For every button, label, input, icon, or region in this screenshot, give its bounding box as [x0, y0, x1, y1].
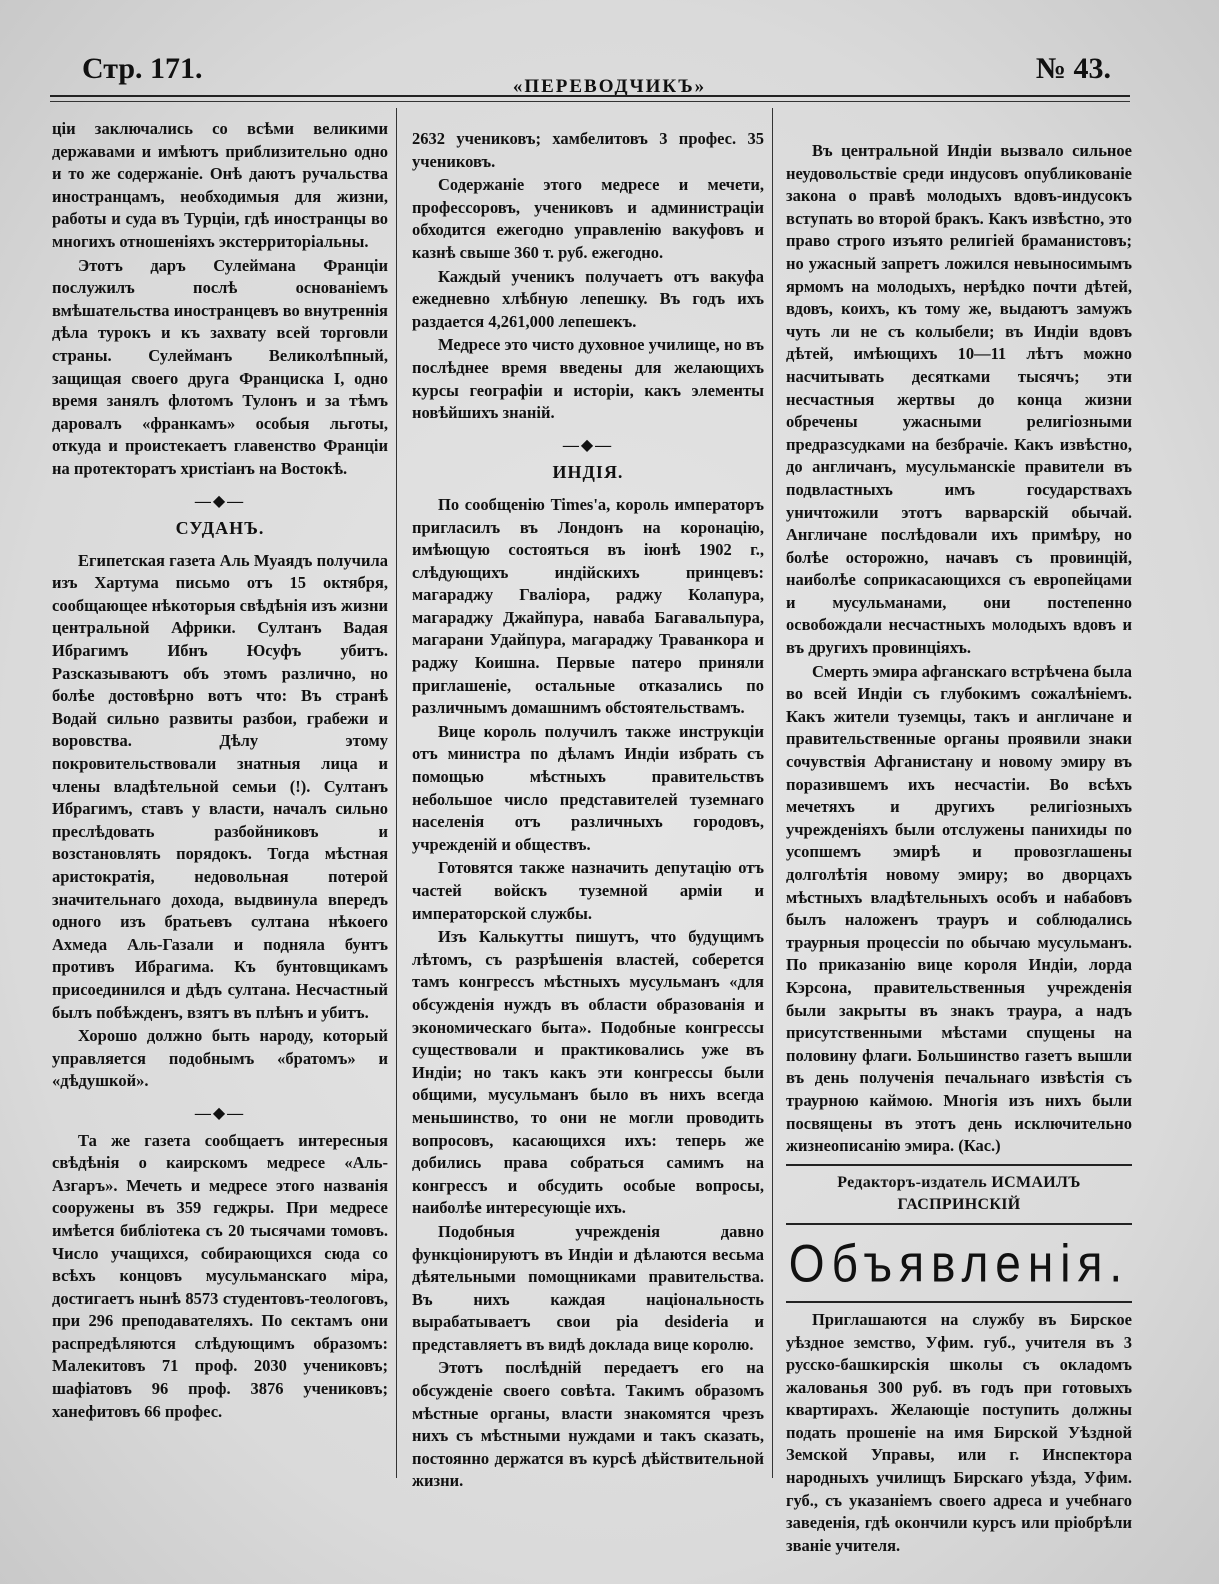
paragraph: 2632 учениковъ; хамбелитовъ 3 профес. 35 учениковъ.: [412, 129, 764, 171]
paragraph: Въ центральной Индіи вызвало сильное неудовольствіе среди индусовъ опубликованіе закона о правѣ молодыхъ вдовъ-индусокъ вступать во второй бракъ. Какъ извѣстно, это право строго изъято религіей браманистовъ; но ужасный запретъ ложился невыносимымъ ярмомъ на молодыхъ, нерѣдко почти дѣтей, вдовъ, коихъ, къ тому же, выдаютъ замужъ чуть ли не съ колыбели; въ Индіи вдовъ дѣтей, имѣющихъ 10—11 лѣтъ можно насчитывать десятками тысячъ; эти несчастныя жертвы до конца жизни обречены ужасными религіозными предразсудками на безбрачіе. Какъ извѣстно, до англичанъ, мусульманскіе правители въ подвластныхъ имъ государствахъ уничтожили этотъ варварскій обычай. Англичане послѣдовали ихъ примѣру, но болѣе осторожно, начавъ съ провинцій, наиболѣе соприкасающихся съ европейцами и мусульманами, они постепенно освобождали несчастныхъ молодыхъ вдовъ и въ другихъ провинціяхъ.: [786, 141, 1132, 658]
section-heading-india: ИНДІЯ.: [552, 462, 624, 483]
column-2: [412, 128, 764, 1493]
rule: [786, 1164, 1132, 1166]
rule: [786, 1223, 1132, 1225]
page-number: Стр. 171.: [82, 52, 203, 85]
paragraph: Содержаніе этого медресе и мечети, профессоровъ, учениковъ и администраціи обходится ежегодно управленію вакуфовъ и казнѣ свыше 360 т. руб. ежегодно.: [412, 175, 764, 262]
paragraph: Смерть эмира афганскаго встрѣчена была во всей Индіи съ глубокимъ сожалѣніемъ. Какъ жители туземцы, такъ и англичане и правительственные органы проявили знаки сочувствія Афганистану и новому эмиру въ поразившемъ ихъ несчастіи. Во всѣхъ мечетяхъ и другихъ религіозныхъ учрежденіяхъ были отслужены панихиды по усопшемъ эмирѣ и провозглашены долголѣтія новому эмиру; во дворцахъ мѣстныхъ владѣтельныхъ особъ и набабовъ былъ наложенъ трауръ и соблюдались траурныя процессіи по обычаю мусульманъ. По приказанію вице короля Индіи, лорда Кэрсона, правительственныя учрежденія были закрыты въ знакъ траура, а надъ присутственными мѣстами спущены на половину флаги. Большинство газетъ вышли въ день полученія печальнаго извѣстія съ траурною каймою. Многія изъ нихъ были посвящены въ этотъ день исключительно жизнеописанію эмира. (Кас.): [786, 661, 1132, 1156]
paragraph: Подобныя учрежденія давно функціонируютъ въ Индіи и дѣлаются весьма дѣятельными помощниками правительства. Въ нихъ каждая національность вырабатываетъ свои pia desideria и представляетъ въ видѣ доклада вице королю.: [412, 1221, 764, 1354]
section-heading-sudan: СУДАНЪ.: [175, 518, 265, 539]
column-3: [786, 140, 1132, 1557]
paragraph: Каждый ученикъ получаетъ отъ вакуфа ежедневно хлѣбную лепешку. Въ годъ ихъ раздается 4,261,000 лепешекъ.: [412, 266, 764, 331]
paragraph: Этотъ послѣдній передаетъ его на обсужденіе своего совѣта. Такимъ образомъ мѣстные органы, власти знакомятся чрезъ нихъ съ мѣстными нуждами и такъ сказать, постоянно держатся въ курсѣ дѣйствительной жизни.: [412, 1358, 764, 1491]
paragraph: Египетская газета Аль Муаядъ получила изъ Хартума письмо отъ 15 октября, сообщающее нѣкоторыя свѣдѣнія изъ жизни центральной Африки. Султанъ Вадая Ибрагимъ Ибнъ Юсуфъ убитъ. Разсказываютъ объ этомъ различно, но болѣе достовѣрно вотъ что: Въ странѣ Водай сильно развиты разбои, грабежи и воровства. Дѣлу этому покровительствовали знатныя лица и члены владѣтельной семьи (!). Султанъ Ибрагимъ, ставъ у власти, началъ сильно преслѣдовать разбойниковъ и возстановлять порядокъ. Тогда мѣстная аристократія, недовольная потерой значительнаго дохода, выдвинула впередъ одного изъ братьевъ султана нѣкоего Ахмеда Аль-Газали и подняла бунтъ противъ Ибрагима. Къ бунтовщикамъ присоединился и дѣдъ султана. Несчастный былъ побѣжденъ, взятъ въ плѣнъ и убитъ.: [52, 550, 388, 1022]
header-rule-thin: [50, 101, 1130, 102]
advertisements-heading: Объявленія.: [788, 1233, 1130, 1293]
paragraph: По сообщенію Times'a, король императоръ пригласилъ въ Лондонъ на коронацію, имѣющую состояться въ іюнѣ 1902 г., слѣдующихъ индійскихъ принцевъ: магараджу Гваліора, раджу Колапура, магараджу Джайпура, наваба Багавальпура, магарани Удайпура, магараджу Траванкора и раджу Коишна. Первые патеро приняли приглашеніе, остальные отказались по различнымъ домашнимъ обстоятельствамъ.: [412, 494, 764, 718]
paragraph: ціи заключались со всѣми великими державами и имѣютъ приблизительно одно и то же содержаніе. Онѣ даютъ ручальства иностранцамъ, необходимыя для жизни, работы и суда въ Турціи, гдѣ иностранцы во многихъ отношеніяхъ экстерриторіальны.: [52, 119, 388, 251]
paragraph: Хорошо должно быть народу, который управляется подобнымъ «братомъ» и «дѣдушкой».: [52, 1026, 388, 1091]
section-separator: —◆—: [562, 436, 614, 454]
advertisement-text: Приглашаются на службу въ Бирское уѣздное земство, Уфим. губ., учителя въ 3 русско-башкирскія школы съ окладомъ жалованья 300 руб. въ годъ при готовыхъ квартирахъ. Желающіе поступить должны подать прошеніе на имя Бирской Уѣздной Земской Управы, или г. Инспектора народныхъ училищъ Бирскаго уѣзда, Уфим. губ., съ указаніемъ своего адреса и учебнаго заведенія, гдѣ окончили курсъ или пріобрѣли званіе учителя.: [786, 1309, 1132, 1555]
section-separator: —◆—: [194, 1104, 246, 1122]
paragraph: Изъ Калькутты пишутъ, что будущимъ лѣтомъ, съ разрѣшенія властей, соберется тамъ конгрессъ мѣстныхъ мусульманъ «для обсужденія нуждъ въ области образованія и экономическаго быта». Подобные конгрессы существовали и практиковались уже въ Индіи; но такъ какъ эти конгрессы были общими, мусульманъ было въ нихъ всегда меньшинство, то они не могли проводить вопросовъ, касающихся ихъ: теперь же добились права собраться самимъ на конгрессъ и обсудить особые вопросы, наиболѣе интересующіе ихъ.: [412, 927, 764, 1218]
column-1: [52, 118, 388, 1423]
paragraph: Готовятся также назначить депутацію отъ частей войскъ туземной арміи и императорской службы.: [412, 858, 764, 923]
rule: [786, 1301, 1132, 1303]
paragraph: Медресе это чисто духовное училище, но въ послѣднее время введены для желающихъ курсы географіи и исторіи, какъ элементы новѣйшихъ знаній.: [412, 335, 764, 423]
paragraph: Та же газета сообщаетъ интересныя свѣдѣнія о каирскомъ медресе «Аль-Азгаръ». Мечеть и медресе этого названія сооружены въ 359 геджры. При медресе имѣется библіотека съ 20 тысячами томовъ. Число учащихся, собирающихся сюда со всѣхъ концовъ мусульманскаго міра, достигаетъ нынѣ 8573 студентовъ-теологовъ, при 296 преподавателяхъ. По сектамъ они распредѣляются слѣдующимъ образомъ: Малекитовъ 71 проф. 2030 учениковъ; шафіатовъ 96 проф. 3876 учениковъ; ханефитовъ 66 профес.: [52, 1130, 388, 1421]
column-divider: [772, 108, 773, 1478]
editor-publisher-line: Редакторъ-издатель ИСМАИЛЪ ГАСПРИНСКІЙ: [837, 1173, 1081, 1214]
paragraph: Этотъ даръ Сулеймана Франціи послужилъ послѣ основаніемъ вмѣшательства иностранцевъ во внутреннія дѣла турокъ и къ захвату всей торговли страны. Сулейманъ Великолѣпный, защищая своего друга Франциска I, одно время занялъ флотомъ Тулонъ и за тѣмъ даровалъ «франкамъ» особыя льготы, откуда и проистекаетъ главенство Франціи на протекторатъ христіанъ на Востокѣ.: [52, 255, 388, 478]
section-separator: —◆—: [194, 492, 246, 510]
header-rule: [50, 95, 1130, 97]
paragraph: Вице король получилъ также инструкціи отъ министра по дѣламъ Индіи избрать съ помощью мѣстныхъ правительствъ небольшое число представителей туземнаго населенія отъ различныхъ городовъ, учрежденій и обществъ.: [412, 721, 764, 854]
issue-number: № 43.: [1035, 52, 1111, 85]
column-divider: [396, 108, 397, 1478]
newspaper-title: «ПЕРЕВОДЧИКЪ»: [512, 76, 707, 97]
